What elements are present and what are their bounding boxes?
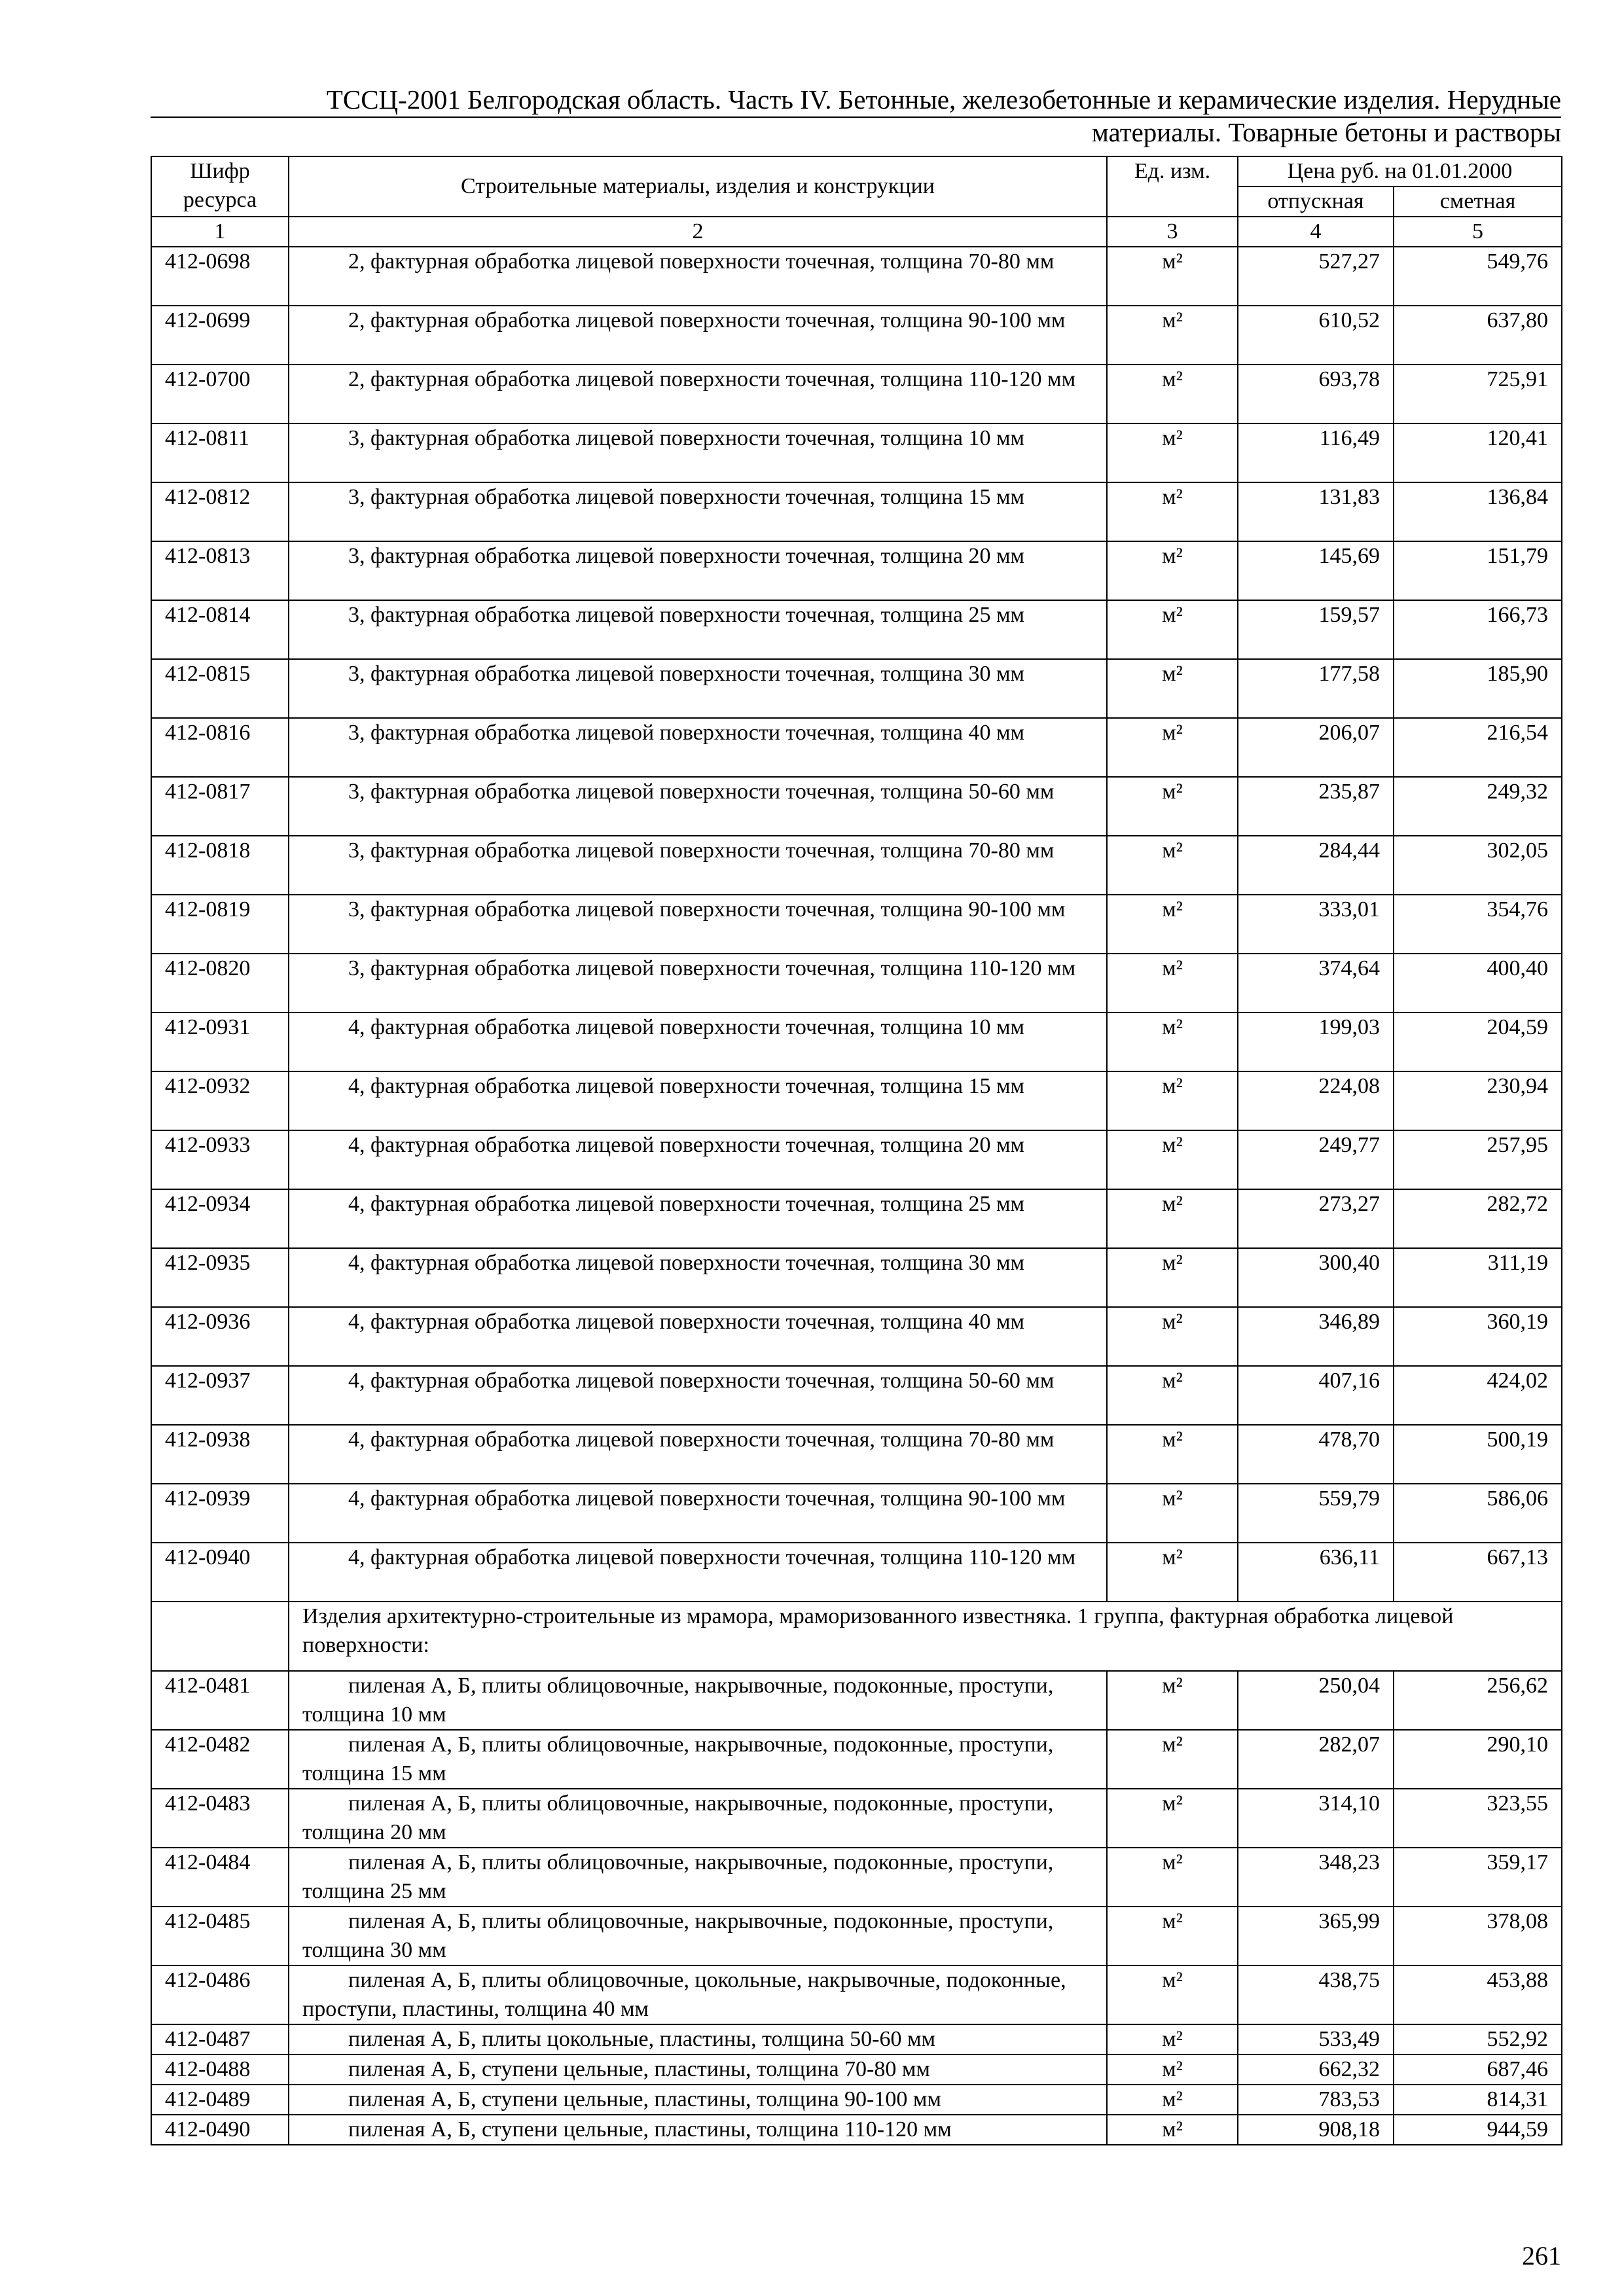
material-description: пиленая А, Б, плиты цокольные, пластины, толщина 50-60 мм (289, 2024, 1107, 2054)
table-row (151, 895, 1562, 954)
estimate-price: 302,05 (1394, 836, 1562, 895)
estimate-price: 282,72 (1394, 1189, 1562, 1248)
estimate-price: 257,95 (1394, 1130, 1562, 1189)
unit-of-measure: м² (1107, 1366, 1238, 1425)
material-description: 4, фактурная обработка лицевой поверхности точечная, толщина 25 мм (289, 1189, 1107, 1248)
table-row (151, 2115, 1562, 2145)
resource-code: 412-0936 (151, 1307, 289, 1366)
table-row (151, 836, 1562, 895)
unit-of-measure: м² (1107, 1907, 1238, 1965)
release-price: 438,75 (1238, 1965, 1394, 2024)
material-description: 4, фактурная обработка лицевой поверхности точечная, толщина 110-120 мм (289, 1543, 1107, 1602)
section-row (151, 1602, 1562, 1671)
unit-of-measure: м² (1107, 2085, 1238, 2115)
material-description: 3, фактурная обработка лицевой поверхности точечная, толщина 90-100 мм (289, 895, 1107, 954)
release-price: 783,53 (1238, 2085, 1394, 2115)
table-row (151, 1425, 1562, 1484)
price-table-body (151, 156, 1562, 2145)
estimate-price: 637,80 (1394, 306, 1562, 365)
table-row (151, 718, 1562, 777)
unit-of-measure: м² (1107, 365, 1238, 423)
estimate-price: 378,08 (1394, 1907, 1562, 1965)
unit-of-measure: м² (1107, 2054, 1238, 2085)
column-number: 3 (1107, 217, 1238, 247)
release-price: 348,23 (1238, 1848, 1394, 1907)
estimate-price: 549,76 (1394, 247, 1562, 306)
resource-code: 412-0813 (151, 541, 289, 600)
resource-code: 412-0812 (151, 482, 289, 541)
unit-of-measure: м² (1107, 718, 1238, 777)
resource-code: 412-0485 (151, 1907, 289, 1965)
table-row (151, 541, 1562, 600)
estimate-price: 359,17 (1394, 1848, 1562, 1907)
resource-code: 412-0811 (151, 423, 289, 482)
estimate-price: 814,31 (1394, 2085, 1562, 2115)
release-price: 527,27 (1238, 247, 1394, 306)
unit-of-measure: м² (1107, 659, 1238, 718)
table-row (151, 659, 1562, 718)
release-price: 333,01 (1238, 895, 1394, 954)
column-number: 1 (151, 217, 289, 247)
release-price: 478,70 (1238, 1425, 1394, 1484)
resource-code: 412-0487 (151, 2024, 289, 2054)
estimate-price: 230,94 (1394, 1071, 1562, 1130)
estimate-price: 354,76 (1394, 895, 1562, 954)
estimate-price: 944,59 (1394, 2115, 1562, 2145)
unit-of-measure: м² (1107, 1307, 1238, 1366)
resource-code: 412-0700 (151, 365, 289, 423)
estimate-price: 586,06 (1394, 1484, 1562, 1543)
resource-code: 412-0481 (151, 1671, 289, 1730)
material-description: пиленая А, Б, ступени цельные, пластины, толщина 90-100 мм (289, 2085, 1107, 2115)
material-description: 4, фактурная обработка лицевой поверхности точечная, толщина 20 мм (289, 1130, 1107, 1189)
table-row (151, 600, 1562, 659)
table-row (151, 777, 1562, 836)
resource-code: 412-0940 (151, 1543, 289, 1602)
unit-of-measure: м² (1107, 1730, 1238, 1789)
resource-code: 412-0817 (151, 777, 289, 836)
header-price: Цена руб. на 01.01.2000 (1238, 156, 1562, 187)
resource-code: 412-0482 (151, 1730, 289, 1789)
column-number-row (151, 217, 1562, 247)
table-row (151, 1013, 1562, 1071)
table-row (151, 1307, 1562, 1366)
table-row (151, 1366, 1562, 1425)
material-description: пиленая А, Б, плиты облицовочные, накрывочные, подоконные, проступи, толщина 25 мм (289, 1848, 1107, 1907)
table-row (151, 1484, 1562, 1543)
resource-code: 412-0932 (151, 1071, 289, 1130)
unit-of-measure: м² (1107, 836, 1238, 895)
unit-of-measure: м² (1107, 1848, 1238, 1907)
release-price: 177,58 (1238, 659, 1394, 718)
release-price: 235,87 (1238, 777, 1394, 836)
material-description: 3, фактурная обработка лицевой поверхности точечная, толщина 50-60 мм (289, 777, 1107, 836)
unit-of-measure: м² (1107, 247, 1238, 306)
resource-code: 412-0483 (151, 1789, 289, 1848)
release-price: 559,79 (1238, 1484, 1394, 1543)
unit-of-measure: м² (1107, 2115, 1238, 2145)
unit-of-measure: м² (1107, 541, 1238, 600)
estimate-price: 204,59 (1394, 1013, 1562, 1071)
material-description: пиленая А, Б, плиты облицовочные, накрывочные, подоконные, проступи, толщина 20 мм (289, 1789, 1107, 1848)
resource-code: 412-0698 (151, 247, 289, 306)
release-price: 159,57 (1238, 600, 1394, 659)
column-number: 4 (1238, 217, 1394, 247)
resource-code: 412-0933 (151, 1130, 289, 1189)
column-number: 2 (289, 217, 1107, 247)
resource-code: 412-0939 (151, 1484, 289, 1543)
table-row (151, 1189, 1562, 1248)
unit-of-measure: м² (1107, 1484, 1238, 1543)
material-description: 4, фактурная обработка лицевой поверхности точечная, толщина 15 мм (289, 1071, 1107, 1130)
estimate-price: 360,19 (1394, 1307, 1562, 1366)
column-number: 5 (1394, 217, 1562, 247)
material-description: 4, фактурная обработка лицевой поверхности точечная, толщина 10 мм (289, 1013, 1107, 1071)
resource-code: 412-0490 (151, 2115, 289, 2145)
estimate-price: 500,19 (1394, 1425, 1562, 1484)
resource-code: 412-0818 (151, 836, 289, 895)
resource-code: 412-0815 (151, 659, 289, 718)
material-description: пиленая А, Б, ступени цельные, пластины, толщина 70-80 мм (289, 2054, 1107, 2085)
material-description: 4, фактурная обработка лицевой поверхности точечная, толщина 50-60 мм (289, 1366, 1107, 1425)
material-description: 4, фактурная обработка лицевой поверхности точечная, толщина 30 мм (289, 1248, 1107, 1307)
release-price: 346,89 (1238, 1307, 1394, 1366)
release-price: 282,07 (1238, 1730, 1394, 1789)
resource-code: 412-0489 (151, 2085, 289, 2115)
release-price: 300,40 (1238, 1248, 1394, 1307)
resource-code: 412-0816 (151, 718, 289, 777)
estimate-price: 552,92 (1394, 2024, 1562, 2054)
release-price: 284,44 (1238, 836, 1394, 895)
unit-of-measure: м² (1107, 895, 1238, 954)
page-number: 261 (1522, 2241, 1561, 2270)
estimate-price: 136,84 (1394, 482, 1562, 541)
estimate-price: 120,41 (1394, 423, 1562, 482)
material-description: 3, фактурная обработка лицевой поверхности точечная, толщина 15 мм (289, 482, 1107, 541)
header-code: Шифр ресурса (151, 156, 289, 217)
table-row (151, 2054, 1562, 2085)
material-description: 4, фактурная обработка лицевой поверхности точечная, толщина 70-80 мм (289, 1425, 1107, 1484)
material-description: 3, фактурная обработка лицевой поверхности точечная, толщина 110-120 мм (289, 954, 1107, 1013)
table-row (151, 2024, 1562, 2054)
unit-of-measure: м² (1107, 1789, 1238, 1848)
release-price: 206,07 (1238, 718, 1394, 777)
section-code-cell (151, 1602, 289, 1671)
material-description: 3, фактурная обработка лицевой поверхности точечная, толщина 70-80 мм (289, 836, 1107, 895)
estimate-price: 151,79 (1394, 541, 1562, 600)
release-price: 610,52 (1238, 306, 1394, 365)
material-description: пиленая А, Б, плиты облицовочные, накрывочные, подоконные, проступи, толщина 10 мм (289, 1671, 1107, 1730)
unit-of-measure: м² (1107, 1248, 1238, 1307)
header-name: Строительные материалы, изделия и конструкции (289, 156, 1107, 217)
table-row (151, 1848, 1562, 1907)
estimate-price: 453,88 (1394, 1965, 1562, 2024)
estimate-price: 400,40 (1394, 954, 1562, 1013)
price-table (151, 156, 1562, 2145)
material-description: пиленая А, Б, плиты облицовочные, накрывочные, подоконные, проступи, толщина 30 мм (289, 1907, 1107, 1965)
estimate-price: 166,73 (1394, 600, 1562, 659)
estimate-price: 256,62 (1394, 1671, 1562, 1730)
unit-of-measure: м² (1107, 1071, 1238, 1130)
release-price: 693,78 (1238, 365, 1394, 423)
estimate-price: 687,46 (1394, 2054, 1562, 2085)
release-price: 273,27 (1238, 1189, 1394, 1248)
material-description: 3, фактурная обработка лицевой поверхности точечная, толщина 10 мм (289, 423, 1107, 482)
table-row (151, 365, 1562, 423)
release-price: 131,83 (1238, 482, 1394, 541)
unit-of-measure: м² (1107, 2024, 1238, 2054)
resource-code: 412-0938 (151, 1425, 289, 1484)
material-description: 2, фактурная обработка лицевой поверхности точечная, толщина 90-100 мм (289, 306, 1107, 365)
unit-of-measure: м² (1107, 423, 1238, 482)
material-description: 4, фактурная обработка лицевой поверхности точечная, толщина 90-100 мм (289, 1484, 1107, 1543)
unit-of-measure: м² (1107, 1671, 1238, 1730)
table-row (151, 1671, 1562, 1730)
unit-of-measure: м² (1107, 1189, 1238, 1248)
release-price: 249,77 (1238, 1130, 1394, 1189)
estimate-price: 290,10 (1394, 1730, 1562, 1789)
estimate-price: 185,90 (1394, 659, 1562, 718)
material-description: 2, фактурная обработка лицевой поверхности точечная, толщина 110-120 мм (289, 365, 1107, 423)
resource-code: 412-0484 (151, 1848, 289, 1907)
unit-of-measure: м² (1107, 600, 1238, 659)
release-price: 662,32 (1238, 2054, 1394, 2085)
unit-of-measure: м² (1107, 1543, 1238, 1602)
header-release-price: отпускная (1238, 187, 1394, 217)
estimate-price: 323,55 (1394, 1789, 1562, 1848)
release-price: 636,11 (1238, 1543, 1394, 1602)
table-row (151, 306, 1562, 365)
table-row (151, 1071, 1562, 1130)
running-header-line-2: материалы. Товарные бетоны и растворы (1091, 117, 1561, 147)
material-description: 2, фактурная обработка лицевой поверхности точечная, толщина 70-80 мм (289, 247, 1107, 306)
release-price: 533,49 (1238, 2024, 1394, 2054)
table-row (151, 2085, 1562, 2115)
resource-code: 412-0937 (151, 1366, 289, 1425)
release-price: 314,10 (1238, 1789, 1394, 1848)
unit-of-measure: м² (1107, 1013, 1238, 1071)
material-description: пиленая А, Б, ступени цельные, пластины, толщина 110-120 мм (289, 2115, 1107, 2145)
resource-code: 412-0935 (151, 1248, 289, 1307)
unit-of-measure: м² (1107, 1130, 1238, 1189)
section-title: Изделия архитектурно-строительные из мрамора, мраморизованного известняка. 1 группа, фактурная обработка лицевой поверхности: (289, 1602, 1562, 1671)
estimate-price: 424,02 (1394, 1366, 1562, 1425)
resource-code: 412-0814 (151, 600, 289, 659)
table-row (151, 954, 1562, 1013)
material-description: 3, фактурная обработка лицевой поверхности точечная, толщина 40 мм (289, 718, 1107, 777)
table-row (151, 1248, 1562, 1307)
resource-code: 412-0934 (151, 1189, 289, 1248)
estimate-price: 725,91 (1394, 365, 1562, 423)
release-price: 908,18 (1238, 2115, 1394, 2145)
table-row (151, 482, 1562, 541)
estimate-price: 249,32 (1394, 777, 1562, 836)
material-description: 3, фактурная обработка лицевой поверхности точечная, толщина 25 мм (289, 600, 1107, 659)
unit-of-measure: м² (1107, 306, 1238, 365)
resource-code: 412-0820 (151, 954, 289, 1013)
unit-of-measure: м² (1107, 1965, 1238, 2024)
table-row (151, 1543, 1562, 1602)
table-row (151, 1130, 1562, 1189)
table-row (151, 1907, 1562, 1965)
release-price: 224,08 (1238, 1071, 1394, 1130)
resource-code: 412-0819 (151, 895, 289, 954)
table-row (151, 1789, 1562, 1848)
running-header-line-1: ТССЦ-2001 Белгородская область. Часть IV. Бетонные, железобетонные и керамические изделия. Нерудные (326, 84, 1561, 115)
material-description: 3, фактурная обработка лицевой поверхности точечная, толщина 20 мм (289, 541, 1107, 600)
estimate-price: 311,19 (1394, 1248, 1562, 1307)
release-price: 250,04 (1238, 1671, 1394, 1730)
resource-code: 412-0486 (151, 1965, 289, 2024)
resource-code: 412-0931 (151, 1013, 289, 1071)
release-price: 407,16 (1238, 1366, 1394, 1425)
material-description: 4, фактурная обработка лицевой поверхности точечная, толщина 40 мм (289, 1307, 1107, 1366)
unit-of-measure: м² (1107, 954, 1238, 1013)
unit-of-measure: м² (1107, 1425, 1238, 1484)
header-unit: Ед. изм. (1107, 156, 1238, 217)
resource-code: 412-0699 (151, 306, 289, 365)
material-description: пиленая А, Б, плиты облицовочные, цокольные, накрывочные, подоконные, проступи, пластины, толщина 40 мм (289, 1965, 1107, 2024)
release-price: 199,03 (1238, 1013, 1394, 1071)
estimate-price: 667,13 (1394, 1543, 1562, 1602)
resource-code: 412-0488 (151, 2054, 289, 2085)
table-header-row (151, 156, 1562, 187)
unit-of-measure: м² (1107, 482, 1238, 541)
estimate-price: 216,54 (1394, 718, 1562, 777)
release-price: 374,64 (1238, 954, 1394, 1013)
unit-of-measure: м² (1107, 777, 1238, 836)
material-description: пиленая А, Б, плиты облицовочные, накрывочные, подоконные, проступи, толщина 15 мм (289, 1730, 1107, 1789)
table-row (151, 1730, 1562, 1789)
table-row (151, 1965, 1562, 2024)
header-estimate-price: сметная (1394, 187, 1562, 217)
release-price: 145,69 (1238, 541, 1394, 600)
table-row (151, 247, 1562, 306)
release-price: 365,99 (1238, 1907, 1394, 1965)
table-row (151, 423, 1562, 482)
release-price: 116,49 (1238, 423, 1394, 482)
material-description: 3, фактурная обработка лицевой поверхности точечная, толщина 30 мм (289, 659, 1107, 718)
